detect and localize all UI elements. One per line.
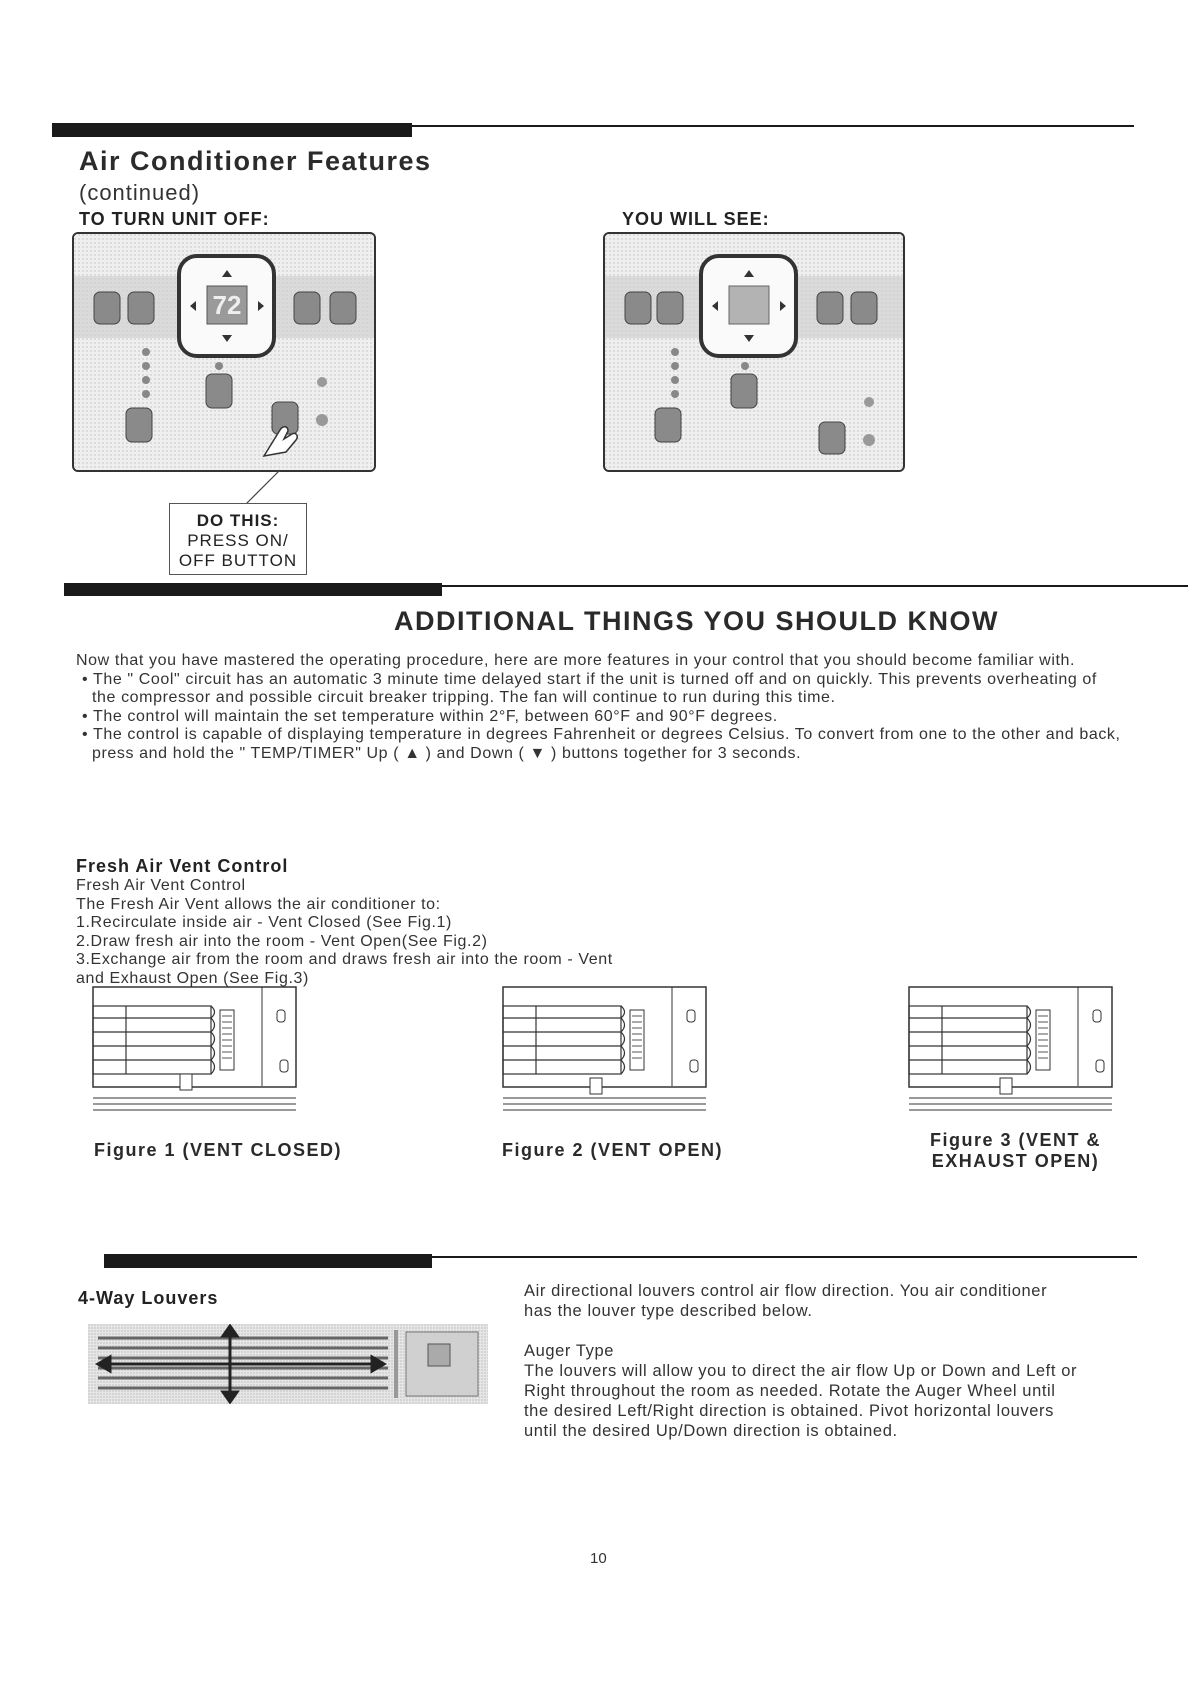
display-temperature: 72 (212, 290, 242, 320)
temp-button[interactable] (655, 408, 681, 442)
control-panel-off (603, 232, 905, 472)
you-will-see-label: YOU WILL SEE: (622, 209, 770, 229)
bullet-item: • The control is capable of displaying temperature in degrees Fahrenheit or degrees Celsius. To convert from one to the other and back, press and hold the " TEMP/TIMER" Up ( ▲ ) and Down ( ▼ ) buttons together for 3 seconds. (76, 726, 1126, 763)
figure-1-caption: Figure 1 (VENT CLOSED) (94, 1140, 343, 1160)
bullet-item: • The control will maintain the set temperature within 2°F, between 60°F and 90°F degrees. (76, 708, 1126, 727)
fresh-air-line: 2.Draw fresh air into the room - Vent Open(See Fig.2) (76, 932, 488, 950)
louvers-line: has the louver type described below. (524, 1302, 813, 1320)
vent-figure-2 (502, 986, 707, 1131)
fan-button[interactable] (657, 292, 683, 324)
section2-bullet-list (76, 671, 1126, 764)
callout-line-2: OFF BUTTON (178, 551, 298, 570)
indicator-light (863, 434, 875, 446)
louvers-line: Air directional louvers control air flow direction. You air conditioner (524, 1282, 1048, 1300)
auger-line: until the desired Up/Down direction is obtained. (524, 1422, 898, 1440)
section1-rule-thin (412, 125, 1134, 127)
section4-rule-thick (104, 1254, 432, 1268)
page-title: Air Conditioner Features (79, 146, 432, 176)
fresh-air-line: and Exhaust Open (See Fig.3) (76, 969, 309, 987)
indicator-light (671, 348, 679, 356)
control-panel-illustration-off (605, 234, 903, 470)
auger-line: The louvers will allow you to direct the air flow Up or Down and Left or (524, 1362, 1078, 1380)
callout-leader-line (240, 468, 300, 508)
indicator-light (671, 362, 679, 370)
auger-line: Right throughout the room as needed. Rotate the Auger Wheel until (524, 1382, 1056, 1400)
remote-sensor-icon (864, 397, 874, 407)
timer-button[interactable] (330, 292, 356, 324)
indicator-light (671, 390, 679, 398)
vent-figure-3 (908, 986, 1113, 1131)
mode-button[interactable] (625, 292, 651, 324)
timer-button[interactable] (851, 292, 877, 324)
fresh-air-line: 1.Recirculate inside air - Vent Closed (See Fig.1) (76, 914, 452, 931)
on-off-button[interactable] (819, 422, 845, 454)
section2-intro: Now that you have mastered the operating procedure, here are more features in your control that you should become familiar with. (76, 652, 1076, 669)
vent-closed-illustration (92, 986, 297, 1131)
energy-saver-button[interactable] (206, 374, 232, 408)
fresh-air-line: Fresh Air Vent Control (76, 877, 246, 894)
indicator-light (142, 376, 150, 384)
section2-rule-thick (64, 583, 442, 596)
sleep-button[interactable] (817, 292, 843, 324)
figure-3-caption (930, 1130, 1101, 1172)
louvers-body (524, 1281, 1124, 1441)
indicator-light (741, 362, 749, 370)
control-panel-illustration (74, 234, 374, 470)
indicator-light (671, 376, 679, 384)
control-panel-on (72, 232, 376, 472)
do-this-callout (169, 503, 307, 575)
blank-display (729, 286, 769, 324)
bullet-item: • The " Cool" circuit has an automatic 3 minute time delayed start if the unit is turned off and on quickly. This prevents overheating of the compressor and possible circuit breaker tripping. The fan will continue to run during this time. (76, 671, 1126, 708)
mode-button[interactable] (94, 292, 120, 324)
turn-off-label: TO TURN UNIT OFF: (79, 209, 270, 229)
auger-line: the desired Left/Right direction is obtained. Pivot horizontal louvers (524, 1402, 1054, 1420)
indicator-light (142, 348, 150, 356)
figure-2-caption: Figure 2 (VENT OPEN) (502, 1140, 724, 1160)
section4-rule-thin (432, 1256, 1137, 1258)
page-subtitle: (continued) (79, 180, 201, 205)
four-way-louver-graphic (88, 1324, 488, 1404)
section2-rule-thin (442, 585, 1188, 587)
section2-body (76, 652, 1126, 763)
page-number: 10 (590, 1550, 607, 1567)
louvers-title: 4-Way Louvers (78, 1288, 219, 1308)
fresh-air-body (76, 877, 776, 988)
fresh-air-line: 3.Exchange air from the room and draws fresh air into the room - Vent (76, 951, 613, 968)
vent-figure-1 (92, 986, 297, 1131)
sleep-button[interactable] (294, 292, 320, 324)
indicator-light (142, 390, 150, 398)
fan-button[interactable] (128, 292, 154, 324)
remote-sensor-icon (317, 377, 327, 387)
vent-exhaust-open-illustration (908, 986, 1113, 1131)
section1-rule-thick (52, 123, 412, 137)
vent-open-illustration (502, 986, 707, 1131)
temp-button[interactable] (126, 408, 152, 442)
fresh-air-line: The Fresh Air Vent allows the air conditioner to: (76, 895, 441, 913)
louver-illustration (88, 1324, 488, 1404)
callout-line-1: PRESS ON/ (187, 531, 289, 550)
figure-3-caption-line-1: Figure 3 (VENT & (930, 1130, 1102, 1150)
figure-3-caption-line-2: EXHAUST OPEN) (931, 1151, 1100, 1171)
indicator-light (215, 362, 223, 370)
auger-type-subtitle: Auger Type (524, 1342, 615, 1360)
callout-heading: DO THIS: (196, 511, 280, 530)
indicator-light (142, 362, 150, 370)
energy-saver-button[interactable] (731, 374, 757, 408)
fresh-air-title: Fresh Air Vent Control (76, 856, 289, 876)
indicator-light (316, 414, 328, 426)
section2-title: ADDITIONAL THINGS YOU SHOULD KNOW (394, 606, 1000, 636)
